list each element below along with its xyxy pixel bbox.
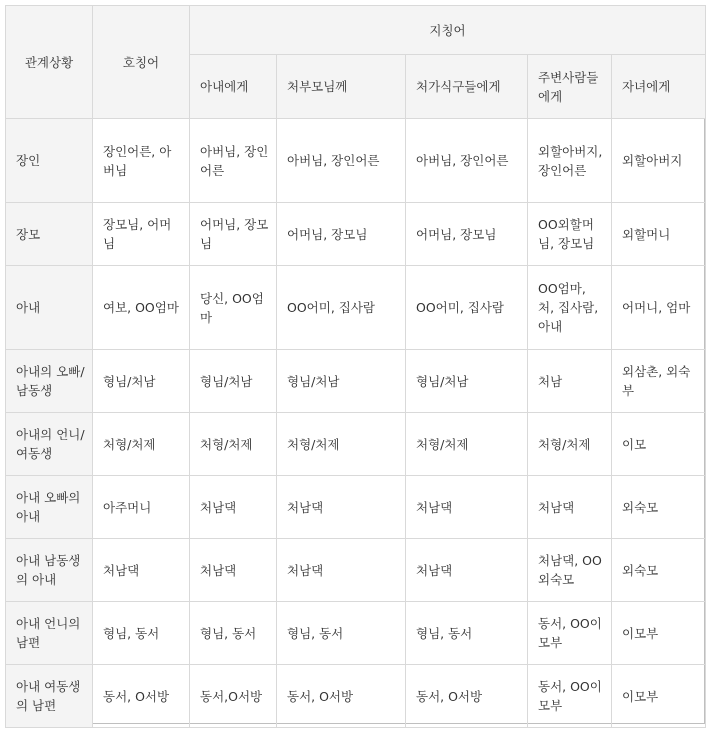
cell-to-children: 이모부: [612, 665, 706, 728]
cell-relation: 아내의 오빠/남동생: [6, 350, 93, 413]
header-to-in-law-family: 처가식구들에게: [406, 55, 528, 119]
cell-address-term: 아주머니: [93, 476, 190, 539]
cell-to-others: OO외할머님, 장모님: [528, 203, 612, 266]
header-to-parents-in-law: 처부모님께: [277, 55, 406, 119]
table-row: [6, 350, 706, 413]
table-row: [6, 665, 706, 728]
cell-to-children: 외숙모: [612, 476, 706, 539]
cell-to-parents-in-law: 처남댁: [277, 539, 406, 602]
cell-to-in-law-family: 동서, O서방: [406, 665, 528, 728]
table-row: [6, 413, 706, 476]
cell-address-term: 동서, O서방: [93, 665, 190, 728]
cell-address-term: 처형/처제: [93, 413, 190, 476]
cell-to-parents-in-law: 동서, O서방: [277, 665, 406, 728]
cell-relation: 아내 남동생의 아내: [6, 539, 93, 602]
cell-to-parents-in-law: 처형/처제: [277, 413, 406, 476]
cell-to-wife: 처남댁: [190, 476, 277, 539]
cell-address-term: 여보, OO엄마: [93, 266, 190, 350]
cell-to-wife: 형님, 동서: [190, 602, 277, 665]
cell-to-parents-in-law: 어머님, 장모님: [277, 203, 406, 266]
cell-relation: 아내 언니의 남편: [6, 602, 93, 665]
header-to-children: 자녀에게: [612, 55, 706, 119]
cell-to-in-law-family: 어머님, 장모님: [406, 203, 528, 266]
cell-relation: 아내: [6, 266, 93, 350]
cell-address-term: 처남댁: [93, 539, 190, 602]
cell-address-term: 형님, 동서: [93, 602, 190, 665]
cell-to-wife: 아버님, 장인어른: [190, 119, 277, 203]
cell-to-others: 처남: [528, 350, 612, 413]
header-row: [6, 6, 706, 55]
cell-to-parents-in-law: OO어미, 집사람: [277, 266, 406, 350]
cell-to-in-law-family: 아버님, 장인어른: [406, 119, 528, 203]
header-relation: 관계상황: [6, 6, 93, 119]
cell-to-others: OO엄마, 처, 집사람, 아내: [528, 266, 612, 350]
cell-relation: 장인: [6, 119, 93, 203]
cell-to-children: 이모부: [612, 602, 706, 665]
cell-relation: 아내 여동생의 남편: [6, 665, 93, 728]
cell-to-others: 동서, OO이모부: [528, 602, 612, 665]
cell-to-in-law-family: 처형/처제: [406, 413, 528, 476]
cell-address-term: 형님/처남: [93, 350, 190, 413]
header-reference-term: 지칭어: [190, 6, 706, 55]
cell-to-in-law-family: OO어미, 집사람: [406, 266, 528, 350]
cell-to-in-law-family: 처남댁: [406, 476, 528, 539]
cell-to-children: 외할머니: [612, 203, 706, 266]
cell-to-wife: 처형/처제: [190, 413, 277, 476]
cell-to-in-law-family: 형님/처남: [406, 350, 528, 413]
kinship-terms-table: [5, 5, 706, 728]
cell-to-parents-in-law: 형님, 동서: [277, 602, 406, 665]
cell-to-wife: 어머님, 장모님: [190, 203, 277, 266]
cell-to-wife: 당신, OO엄마: [190, 266, 277, 350]
table-row: [6, 119, 706, 203]
table-row: [6, 539, 706, 602]
cell-to-wife: 동서,O서방: [190, 665, 277, 728]
cell-to-children: 어머니, 엄마: [612, 266, 706, 350]
cell-to-children: 이모: [612, 413, 706, 476]
cell-to-wife: 형님/처남: [190, 350, 277, 413]
cell-to-parents-in-law: 형님/처남: [277, 350, 406, 413]
cell-to-children: 외할아버지: [612, 119, 706, 203]
cell-to-parents-in-law: 아버님, 장인어른: [277, 119, 406, 203]
cell-address-term: 장인어른, 아버님: [93, 119, 190, 203]
cell-to-children: 외삼촌, 외숙부: [612, 350, 706, 413]
cell-to-children: 외숙모: [612, 539, 706, 602]
cell-to-in-law-family: 형님, 동서: [406, 602, 528, 665]
cell-to-in-law-family: 처남댁: [406, 539, 528, 602]
cell-to-others: 처남댁: [528, 476, 612, 539]
cell-to-others: 동서, OO이모부: [528, 665, 612, 728]
cell-relation: 아내의 언니/여동생: [6, 413, 93, 476]
cell-to-parents-in-law: 처남댁: [277, 476, 406, 539]
header-address-term: 호칭어: [93, 6, 190, 119]
header-to-wife: 아내에게: [190, 55, 277, 119]
cell-to-others: 외할아버지, 장인어른: [528, 119, 612, 203]
cell-relation: 장모: [6, 203, 93, 266]
table-row: [6, 266, 706, 350]
table-row: [6, 476, 706, 539]
cell-relation: 아내 오빠의 아내: [6, 476, 93, 539]
cell-to-others: 처남댁, OO외숙모: [528, 539, 612, 602]
table-row: [6, 203, 706, 266]
header-to-others: 주변사람들에게: [528, 55, 612, 119]
cell-to-wife: 처남댁: [190, 539, 277, 602]
cell-address-term: 장모님, 어머님: [93, 203, 190, 266]
cell-to-others: 처형/처제: [528, 413, 612, 476]
table-row: [6, 602, 706, 665]
